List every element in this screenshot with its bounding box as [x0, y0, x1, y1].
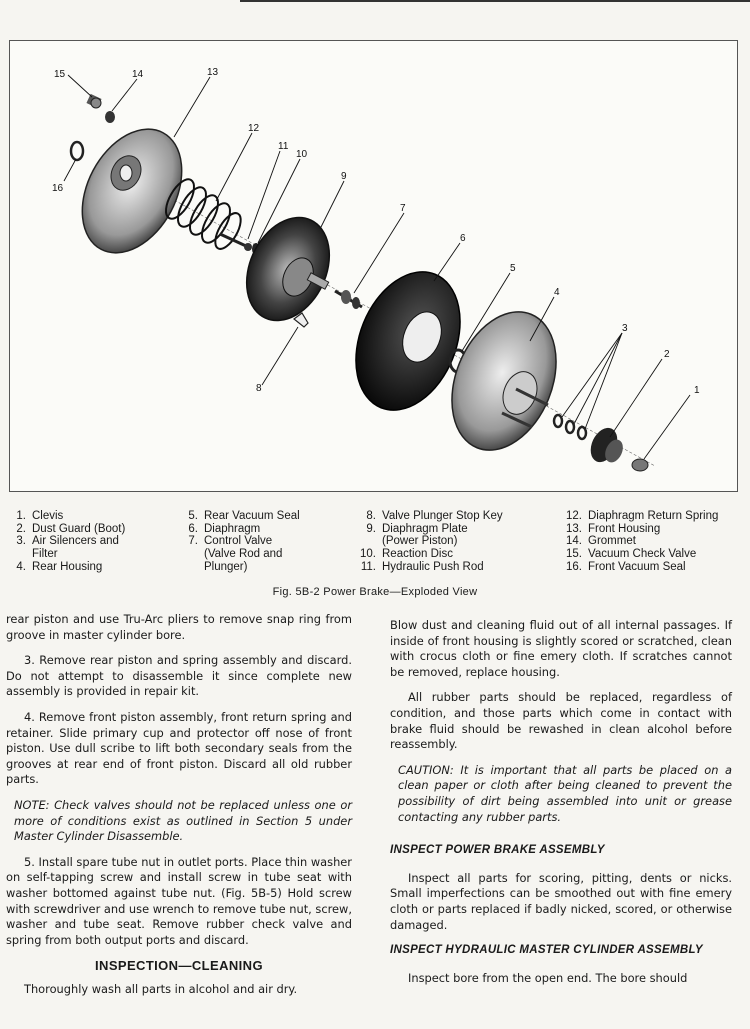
- legend-column-3: [360, 510, 503, 574]
- callout-6: 6: [460, 233, 466, 244]
- paragraph-step-5: 5. Install spare tube nut in outlet ports. Place thin washer on self-tapping screw and install screw in tube seat with washer bottomed against tube nut. (Fig. 5B-5) Hold screw with screwdriver and use wrench to remove tube nut, screw, washer and tube seat. Remove rubber check valve and spring from both output ports and discard.: [6, 854, 352, 947]
- dust-guard-part: [586, 424, 627, 467]
- grommet-part: [105, 111, 115, 123]
- legend-item: 12. Diaphragm Return Spring: [566, 510, 719, 522]
- legend-item: 16. Front Vacuum Seal: [566, 560, 686, 573]
- figure-caption: Fig. 5B-2 Power Brake—Exploded View: [272, 586, 478, 598]
- callout-9: 9: [341, 171, 347, 182]
- legend-item: 8. Valve Plunger Stop Key: [366, 510, 503, 522]
- legend-item: 7. Control Valve (Valve Rod and Plunger): [188, 535, 283, 573]
- callout-11: 11: [278, 141, 289, 152]
- front-vacuum-seal-part: [71, 142, 83, 160]
- legend-item: 13. Front Housing: [566, 522, 661, 535]
- air-silencers-part: [554, 415, 586, 439]
- callout-1: 1: [694, 385, 700, 396]
- callout-16: 16: [52, 183, 64, 194]
- right-text-column: [390, 618, 732, 996]
- callout-8: 8: [256, 383, 262, 394]
- legend-item: 14. Grommet: [566, 535, 636, 548]
- paragraph: Thoroughly wash all parts in alcohol and air dry.: [24, 981, 298, 996]
- paragraph-step-4: 4. Remove front piston assembly, front return spring and retainer. Slide primary cup and protector off nose of front piston. Use dull scribe to lift both secondary seals from the grooves at rear end of front piston. Discard all old rubber parts.: [6, 709, 352, 787]
- exploded-view-drawing: [10, 41, 737, 491]
- legend-item: 15. Vacuum Check Valve: [566, 548, 697, 561]
- page-top-rule: [240, 0, 750, 2]
- paragraph-step-3: 3. Remove rear piston and spring assembly and discard. Do not attempt to disassemble it since complete new assembly is provided in repair kit.: [6, 653, 352, 699]
- legend-item: 1. Clevis: [16, 510, 64, 522]
- legend-item: 4. Rear Housing: [16, 560, 103, 573]
- callout-12: 12: [248, 123, 260, 134]
- legend-column-4: [566, 510, 718, 574]
- callout-5: 5: [510, 263, 516, 274]
- legend-item: 5. Rear Vacuum Seal: [188, 510, 300, 522]
- legend-item: 10. Reaction Disc: [360, 548, 453, 561]
- legend-item: 11. Hydraulic Push Rod: [360, 560, 484, 573]
- legend-item: 3. Air Silencers and Filter: [16, 535, 119, 561]
- legend-item: 9. Diaphragm Plate (Power Piston): [366, 522, 468, 548]
- diaphragm-plate-part: [231, 204, 346, 334]
- callout-3: 3: [622, 323, 628, 334]
- note-paragraph: NOTE: Check valves should not be replaced unless one or more of conditions exist as outlined in Section 5 under Master Cylinder Disassemble.: [14, 797, 352, 844]
- paragraph: Inspect bore from the open end. The bore should: [408, 970, 688, 985]
- legend-column-1: [10, 510, 125, 574]
- left-text-column: [6, 612, 352, 1007]
- callout-10: 10: [296, 149, 308, 160]
- callout-14: 14: [132, 69, 144, 80]
- exploded-view-figure: [9, 40, 738, 492]
- paragraph: All rubber parts should be replaced, regardless of condition, and those parts which come in contact with brake fluid should be rewashed in clean alcohol before reassembly.: [390, 690, 732, 752]
- callout-4: 4: [554, 287, 560, 298]
- section-heading-inspect-power-brake: INSPECT POWER BRAKE ASSEMBLY: [390, 844, 605, 857]
- paragraph: Blow dust and cleaning fluid out of all internal passages. If inside of front housing is slightly scored or scratched, clean with crocus cloth or fine emery cloth. If scratches cannot be removed, replace housing.: [390, 618, 732, 679]
- clevis-part: [632, 459, 648, 471]
- legend-item: 6. Diaphragm: [188, 522, 261, 535]
- paragraph: Inspect all parts for scoring, pitting, dents or nicks. Small imperfections can be smoothed out with fine emery cloth or parts replaced if badly nicked, scored, or otherwise damaged.: [390, 870, 732, 932]
- callout-2: 2: [664, 349, 670, 360]
- section-heading-inspect-master-cylinder: INSPECT HYDRAULIC MASTER CYLINDER ASSEMBLY: [390, 944, 703, 957]
- caution-paragraph: CAUTION: It is important that all parts be placed on a clean paper or cloth after being cleaned to prevent the possibility of dirt being assembled into unit or grease contacting any rubber parts.: [398, 762, 732, 824]
- callout-7: 7: [400, 203, 406, 214]
- legend-item: 2. Dust Guard (Boot): [16, 522, 126, 535]
- control-valve-part: [335, 290, 362, 309]
- callout-15: 15: [54, 69, 66, 80]
- paragraph: rear piston and use Tru-Arc pliers to remove snap ring from groove in master cylinder bore.: [6, 612, 352, 642]
- front-housing-part: [62, 112, 202, 270]
- callout-13: 13: [207, 67, 219, 78]
- legend-column-2: [182, 510, 300, 574]
- section-heading-inspection-cleaning: INSPECTION—CLEANING: [95, 958, 263, 974]
- vacuum-check-valve-part: [86, 94, 101, 108]
